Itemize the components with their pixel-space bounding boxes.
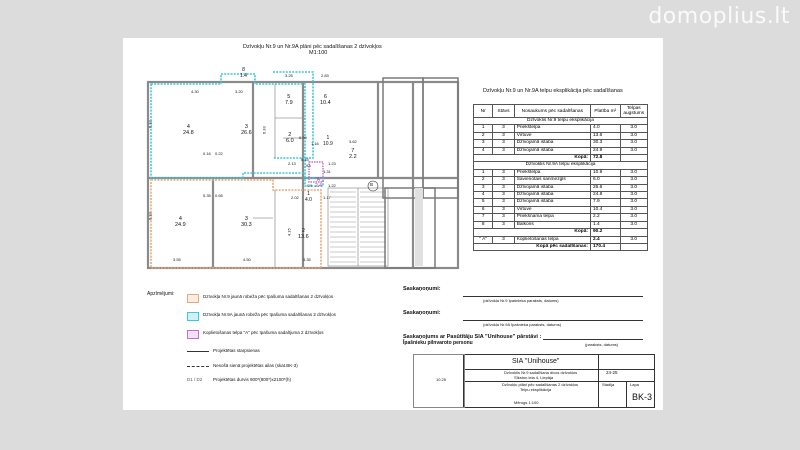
table-row [474, 214, 648, 221]
table-row [474, 192, 648, 199]
table-cell: 3.0 [620, 206, 648, 213]
room-A: "A" 2.4 [315, 177, 322, 189]
table-cell: Dzīvojamā istaba [514, 140, 590, 147]
dim: 1.31 [323, 169, 331, 174]
legend-door-key: D1 / D2 [187, 377, 203, 382]
dim: 6.32 [147, 120, 153, 129]
table-cell: 3 [493, 147, 514, 154]
table-cell: 3 [493, 192, 514, 199]
revision-grid [413, 354, 465, 408]
section-apt9: Dzīvoklis Nr.9 telpu eksplikācija [474, 118, 648, 125]
table-cell: 3 [493, 206, 514, 213]
dim: 0.65 [215, 193, 223, 198]
room-5: 5 7.9 [285, 94, 293, 107]
stadija-label: Stadija [602, 382, 615, 387]
dim: 6.99 [299, 135, 307, 140]
explication-table [473, 104, 648, 251]
table-cell: 1 [474, 169, 493, 176]
table-cell: 3.0 [620, 169, 648, 176]
table-cell: 13.6 [591, 132, 621, 139]
legend-line-label: Nesošā sienā projektētas ailas (skat.BK-3) [213, 363, 298, 368]
approval-title-3: Saskaņojums ar Pasūtītāju SIA "Unihouse" pārstāvi : [403, 334, 542, 340]
table-row [474, 221, 648, 228]
dim: 2.83 [321, 73, 329, 78]
approval-title-3b: Īpašnieku pilnvaroto personu [403, 340, 473, 346]
legend-line-openings [187, 366, 209, 367]
sheet-description: Dzīvokļu plāni pēc sadalīšanas 2 dzīvokļos [502, 382, 579, 387]
mark-b: B [370, 182, 374, 187]
room-2-apt9a: 2 6.0 [286, 132, 294, 145]
table-cell: 3 [493, 140, 514, 147]
table-cell: Priekšnama telpa [514, 214, 590, 221]
dim: 5.35 [203, 193, 211, 198]
plan-title: Dzīvokļu Nr.9 un Nr.9A plāni pēc sadalīšanas 2 dzīvokļos [243, 44, 382, 50]
table-cell: 3 [493, 221, 514, 228]
table-cell: 3 [493, 214, 514, 221]
table-cell: 3.0 [620, 214, 648, 221]
header-stavs: Stāvs [493, 105, 514, 118]
header-area: Platība m² [591, 105, 621, 118]
total2-label: Kopā: [474, 229, 591, 236]
room-3-apt9a: 3 26.6 [241, 124, 252, 137]
table-cell: 6 [474, 206, 493, 213]
table-cell: Priekštelpa [514, 125, 590, 132]
table-cell: 1.4 [591, 221, 621, 228]
table-cell: 3.0 [620, 132, 648, 139]
room-1-apt9a: 1 10.9 [323, 135, 333, 147]
legend-line-label: Projektētas starpsienas [213, 348, 260, 353]
table-cell: 3 [493, 177, 514, 184]
room-8: 8 1.4 [240, 67, 247, 79]
table-cell: Dzīvojamā istaba [514, 147, 590, 154]
table-cell: 3.0 [620, 177, 648, 184]
dim: 3.62 [349, 139, 357, 144]
dim: 1.22 [328, 183, 336, 188]
table-cell: 3 [493, 125, 514, 132]
sheet-number: BK-3 [632, 392, 653, 402]
signature-line [463, 320, 643, 321]
table-cell: Virtuve [514, 132, 590, 139]
legend-swatch-common [187, 330, 199, 339]
drawing-scale: Mērogs 1:100 [514, 400, 539, 405]
table-cell: 5 [474, 199, 493, 206]
legend-line-label: Projektētas durvis 900*(800*)x2100*(h) [213, 377, 292, 382]
table-cell: 26.6 [591, 184, 621, 191]
legend-title: Apzīmējumi: [147, 291, 175, 297]
table-cell: 2 [474, 177, 493, 184]
table-row [474, 177, 648, 184]
table-cell: Virtuve [514, 206, 590, 213]
total1-label: Kopā: [474, 155, 591, 162]
approval-sub-2: (dzīvokļa Nr.9A īpašnieka paraksts, datums) [483, 322, 562, 327]
dim: 4.50 [243, 257, 251, 262]
room-4-apt9a: 4 24.8 [183, 124, 194, 137]
room-6: 6 10.4 [320, 94, 331, 107]
table-cell: 3 [493, 199, 514, 206]
project-address: Sīkstoņ iela 4, Liepāja [514, 374, 554, 380]
table-cell: Dzīvojamā istaba [514, 199, 590, 206]
table-row [474, 147, 648, 154]
table-row [474, 140, 648, 147]
revision-date: 10.25 [436, 377, 447, 382]
table-header-row [474, 105, 648, 118]
table-cell: 3.0 [620, 140, 648, 147]
room-1-apt9: 1 4.0 [305, 191, 312, 203]
table-cell: 24.9 [591, 147, 621, 154]
table-row [474, 132, 648, 139]
sheet-description-2: Telpu eksplikācija [520, 387, 552, 392]
approval-title-1: Saskaņoņumi: [403, 286, 441, 292]
table-cell: 8 [474, 221, 493, 228]
legend-swatch-apt9a [187, 312, 199, 321]
signature-line [543, 339, 643, 340]
signature-line [463, 296, 643, 297]
table-cell: 4 [474, 147, 493, 154]
project-name: Dzīvoklis Nr.9 sadalīšana divos dzīvokļos [504, 370, 578, 375]
room-3-apt9: 3 30.3 [241, 216, 252, 229]
watermark: domoplius.lt [648, 4, 790, 29]
section-apt9a: Dzīvoklis Nr.9A telpu eksplikācija [474, 162, 648, 169]
room-7: 7 2.2 [349, 148, 357, 161]
table-cell: 3.0 [620, 184, 648, 191]
total1-value: 72.8 [591, 155, 621, 162]
table-cell: 7.9 [591, 199, 621, 206]
table-cell: Dzīvojamā istaba [514, 184, 590, 191]
table-cell: 10.4 [591, 206, 621, 213]
table-cell: Balkons [514, 221, 590, 228]
dim: 6.33 [147, 212, 153, 221]
project-code: 24-25 [606, 370, 618, 375]
table-row [474, 206, 648, 213]
table-cell: 3.0 [620, 147, 648, 154]
legend-swatch-apt9 [187, 294, 199, 303]
table-cell: 3 [493, 132, 514, 139]
dim: 3.20 [235, 89, 243, 94]
table-cell: Priekštelpa [514, 169, 590, 176]
dim: 3.35 [303, 257, 311, 262]
table-row [474, 199, 648, 206]
table-cell: 3.0 [620, 199, 648, 206]
company-name: SIA "Unihouse" [512, 358, 560, 365]
table-row [474, 169, 648, 176]
mark-c9: C9 [307, 183, 313, 188]
dim: 3.55 [173, 257, 181, 262]
legend-item-apt9a: Dzīvokļa Nr.9A jaunā robeža pēc īpašuma sadalīšanas 2 dzīvokļos [203, 312, 336, 317]
table-cell: 6.0 [591, 177, 621, 184]
dim: 2.13 [288, 161, 296, 166]
dim: 6.33 [261, 126, 267, 135]
lapa-label: Lapa [630, 382, 639, 387]
table-cell: 2.2 [591, 214, 621, 221]
table-cell: 3.0 [620, 192, 648, 199]
table-cell: Dzīvojamā istaba [514, 192, 590, 199]
table-row [474, 184, 648, 191]
table-cell: 30.3 [591, 140, 621, 147]
dim: 4.15 [286, 228, 292, 237]
dim: 1.16 [311, 141, 319, 146]
mark-9a: 9A [306, 163, 311, 168]
header-nr: Nr [474, 105, 493, 118]
legend-line-partition [187, 351, 209, 352]
table-cell: 2 [474, 132, 493, 139]
grand-total-label: Kopā pēc sadalīšanas: [474, 243, 591, 250]
table-cell: 3 [474, 140, 493, 147]
dim: 4.30 [191, 89, 199, 94]
room-2-apt9: 2 13.6 [298, 228, 309, 241]
table-cell: Savienotais sanmezgls [514, 177, 590, 184]
drawing-sheet [123, 38, 663, 410]
dim: 2.02 [291, 195, 299, 200]
table-cell: 7 [474, 214, 493, 221]
dim: 0.22 [215, 151, 223, 156]
header-name: Nosaukums pēc sadalīšanas [514, 105, 590, 118]
approval-title-2: Saskaņoņumi: [403, 310, 441, 316]
header-height: Telpas augstums [620, 105, 648, 118]
table-cell: 3.0 [620, 221, 648, 228]
legend-item-apt9: Dzīvokļa Nr.9 jaunā robeža pēc īpašuma sadalīšanas 2 dzīvokļos [203, 294, 334, 299]
dim: 0.45 [301, 157, 309, 162]
title-block [463, 354, 655, 408]
dim: 3.25 [285, 73, 293, 78]
table-cell: 1 [474, 125, 493, 132]
table-cell: 3 [493, 169, 514, 176]
plan-scale: M1:100 [309, 50, 328, 56]
explication-title: Dzīvokļu Nr.9 un Nr.9A telpu eksplikācija pēc sadalīšanas [483, 88, 623, 94]
grand-total-value: 170.4 [591, 243, 621, 250]
table-row [474, 125, 648, 132]
total2-value: 90.2 [591, 229, 621, 236]
table-cell: 24.8 [591, 192, 621, 199]
dim: 1.23 [328, 161, 336, 166]
legend-item-common: Koplietošanas telpa "A" pēc īpašuma sadalījuma 2 dzīvokļos [203, 330, 324, 335]
table-cell: 3 [474, 184, 493, 191]
table-cell: 3 [493, 184, 514, 191]
table-cell: 4.0 [591, 125, 621, 132]
dim: 0.16 [203, 151, 211, 156]
table-cell: 4 [474, 192, 493, 199]
approval-sub-1: (dzīvokļa Nr.9 īpašnieka paraksts, datums) [483, 298, 559, 303]
room-4-apt9: 4 24.9 [175, 216, 186, 229]
table-cell: 10.9 [591, 169, 621, 176]
table-row: " A" 3 Koplietošanas telpa 2.4 3.0 [474, 236, 648, 243]
dim: 1.17 [323, 195, 331, 200]
approval-sub-3: (paraksts, datums) [585, 342, 619, 347]
table-cell: 3.0 [620, 125, 648, 132]
